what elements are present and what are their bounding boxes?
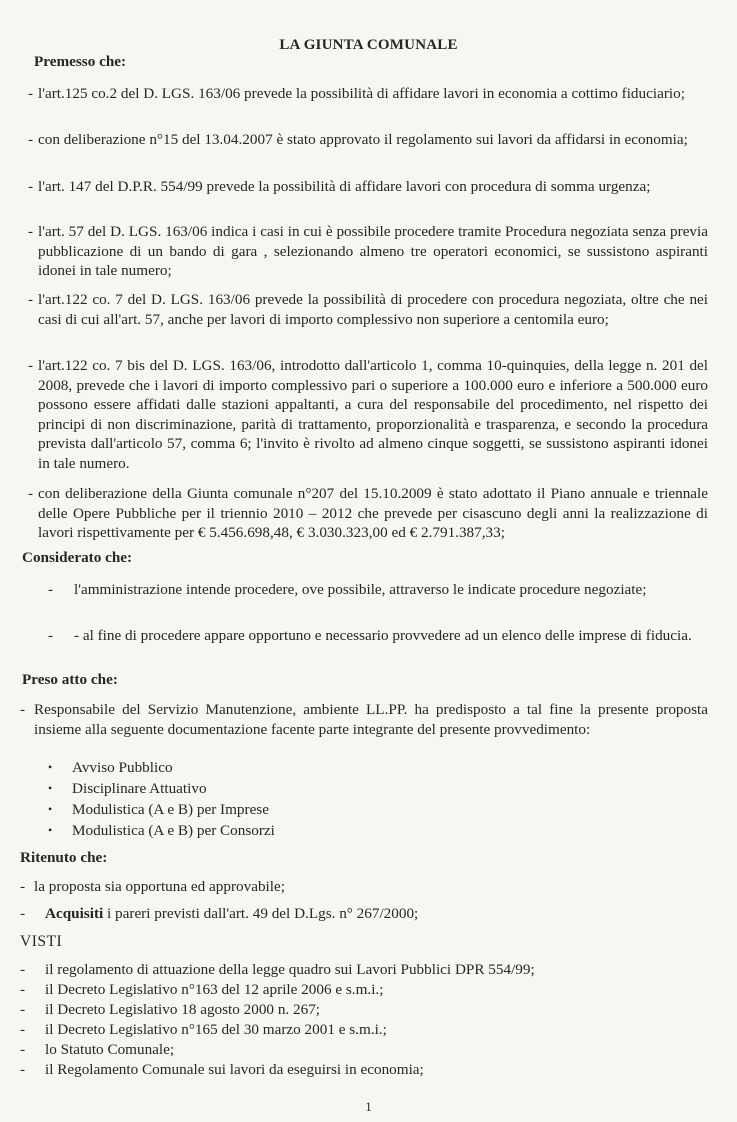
section-heading-premesso: Premesso che: — [34, 53, 127, 70]
preso-atto-intro — [20, 700, 708, 739]
bullet-item-text: Disciplinare Attuativo — [72, 780, 207, 797]
ritenuto-item-text — [45, 904, 418, 924]
dash-marker: - — [28, 357, 34, 374]
document-title: LA GIUNTA COMUNALE — [279, 37, 458, 53]
visti-item-text: il Decreto Legislativo n°165 del 30 marzo 2001 e s.m.i.; — [45, 1021, 387, 1038]
bullet-item-text: Modulistica (A e B) per Imprese — [72, 801, 269, 818]
dash-marker: - — [20, 981, 26, 998]
visti-item-text: il Regolamento Comunale sui lavori da eseguirsi in economia; — [45, 1061, 424, 1078]
dash-marker: - — [28, 85, 34, 102]
premesso-item — [28, 177, 708, 197]
ritenuto-item-rest: i pareri previsti dall'art. 49 del D.Lgs. n° 267/2000; — [103, 905, 419, 922]
dash-marker: - — [48, 627, 54, 644]
dash-marker: - — [20, 1061, 26, 1078]
premesso-item — [28, 290, 708, 329]
bullet-icon: • — [48, 823, 53, 837]
considerato-item — [48, 580, 708, 600]
premesso-item-text: con deliberazione n°15 del 13.04.2007 è stato approvato il regolamento sui lavori da affidarsi in economia; — [38, 131, 688, 148]
bullet-item-text: Avviso Pubblico — [72, 759, 173, 776]
premesso-item-text: l'art.122 co. 7 del D. LGS. 163/06 prevede la possibilità di procedere con procedura negoziata, oltre che nei casi di cui all'art. 57, anche per lavori di importo complessivo non superiore a centomila euro; — [38, 291, 708, 328]
visti-item-text: il Decreto Legislativo 18 agosto 2000 n. 267; — [45, 1001, 321, 1018]
dash-marker: - — [20, 701, 26, 718]
dash-marker: - — [48, 581, 54, 598]
ritenuto-bold-word: Acquisiti — [45, 905, 104, 922]
premesso-item — [28, 222, 708, 281]
visti-item-text: il Decreto Legislativo n°163 del 12 aprile 2006 e s.m.i.; — [45, 981, 384, 998]
premesso-item-text: l'art.122 co. 7 bis del D. LGS. 163/06, introdotto dall'articolo 1, comma 10-quinquies, della legge n. 201 del 2008, prevede che i lavori di importo complessivo pari o superiore a 100.000 euro e inferiore a 500.000 euro possono essere affidati dalle stazioni appaltanti, a cura del responsabile del procedimento, nel rispetto dei principi di non discriminazione, parità di trattamento, proporzionalità e trasparenza, e secondo la procedura prevista dall'articolo 57, comma 6; l'invito è rivolto ad almeno cinque soggetti, se sussistono aspiranti idonei in tale numero. — [38, 357, 708, 472]
dash-marker: - — [28, 291, 34, 308]
premesso-item — [28, 84, 708, 104]
bullet-icon: • — [48, 802, 53, 816]
dash-marker: - — [20, 1001, 26, 1018]
section-heading-ritenuto: Ritenuto che: — [20, 849, 108, 866]
premesso-item-text: l'art. 147 del D.P.R. 554/99 prevede la possibilità di affidare lavori con procedura di somma urgenza; — [38, 178, 651, 195]
dash-marker: - — [20, 905, 26, 922]
section-heading-considerato: Considerato che: — [22, 549, 133, 566]
preso-atto-intro-text: Responsabile del Servizio Manutenzione, ambiente LL.PP. ha predisposto a tal fine la presente proposta insieme alla seguente documentazione facente parte integrante del presente provvedimento: — [34, 701, 708, 738]
section-heading-preso-atto: Preso atto che: — [22, 671, 118, 688]
visti-item-text: lo Statuto Comunale; — [45, 1041, 175, 1058]
dash-marker: - — [28, 485, 34, 502]
dash-marker: - — [20, 1041, 26, 1058]
bullet-icon: • — [48, 781, 53, 795]
premesso-item — [28, 130, 708, 150]
visti-item-text: il regolamento di attuazione della legge quadro sui Lavori Pubblici DPR 554/99; — [45, 961, 535, 978]
page-number: 1 — [365, 1099, 372, 1114]
premesso-item-text: l'art.125 co.2 del D. LGS. 163/06 prevede la possibilità di affidare lavori in economia a cottimo fiduciario; — [38, 85, 685, 102]
dash-marker: - — [20, 878, 26, 895]
dash-marker: - — [28, 178, 34, 195]
bullet-icon: • — [48, 760, 53, 774]
considerato-item-text: l'amministrazione intende procedere, ove possibile, attraverso le indicate procedure negoziate; — [74, 581, 647, 598]
premesso-item-text: con deliberazione della Giunta comunale n°207 del 15.10.2009 è stato adottato il Piano annuale e triennale delle Opere Pubbliche per il triennio 2010 – 2012 che prevede per cisascuno degli anni la realizzazione di lavori rispettivamente per € 5.456.698,48, € 3.030.323,00 ed € 2.791.387,33; — [38, 485, 708, 541]
premesso-item — [28, 356, 708, 473]
dash-marker: - — [28, 131, 34, 148]
bullet-item-text: Modulistica (A e B) per Consorzi — [72, 822, 275, 839]
dash-marker: - — [28, 223, 34, 240]
dash-marker: - — [20, 1021, 26, 1038]
ritenuto-item-text: la proposta sia opportuna ed approvabile; — [34, 878, 285, 895]
premesso-item-text: l'art. 57 del D. LGS. 163/06 indica i casi in cui è possibile procedere tramite Procedura negoziata senza previa pubblicazione di un bando di gara , selezionando almeno tre operatori economici, se sussistono aspiranti idonei in tale numero; — [38, 223, 708, 279]
premesso-item — [28, 484, 708, 543]
considerato-item-text: - al fine di procedere appare opportuno e necessario provvedere ad un elenco delle imprese di fiducia. — [74, 627, 692, 644]
considerato-item — [48, 626, 708, 646]
dash-marker: - — [20, 961, 26, 978]
section-heading-visti: VISTI — [20, 933, 63, 950]
